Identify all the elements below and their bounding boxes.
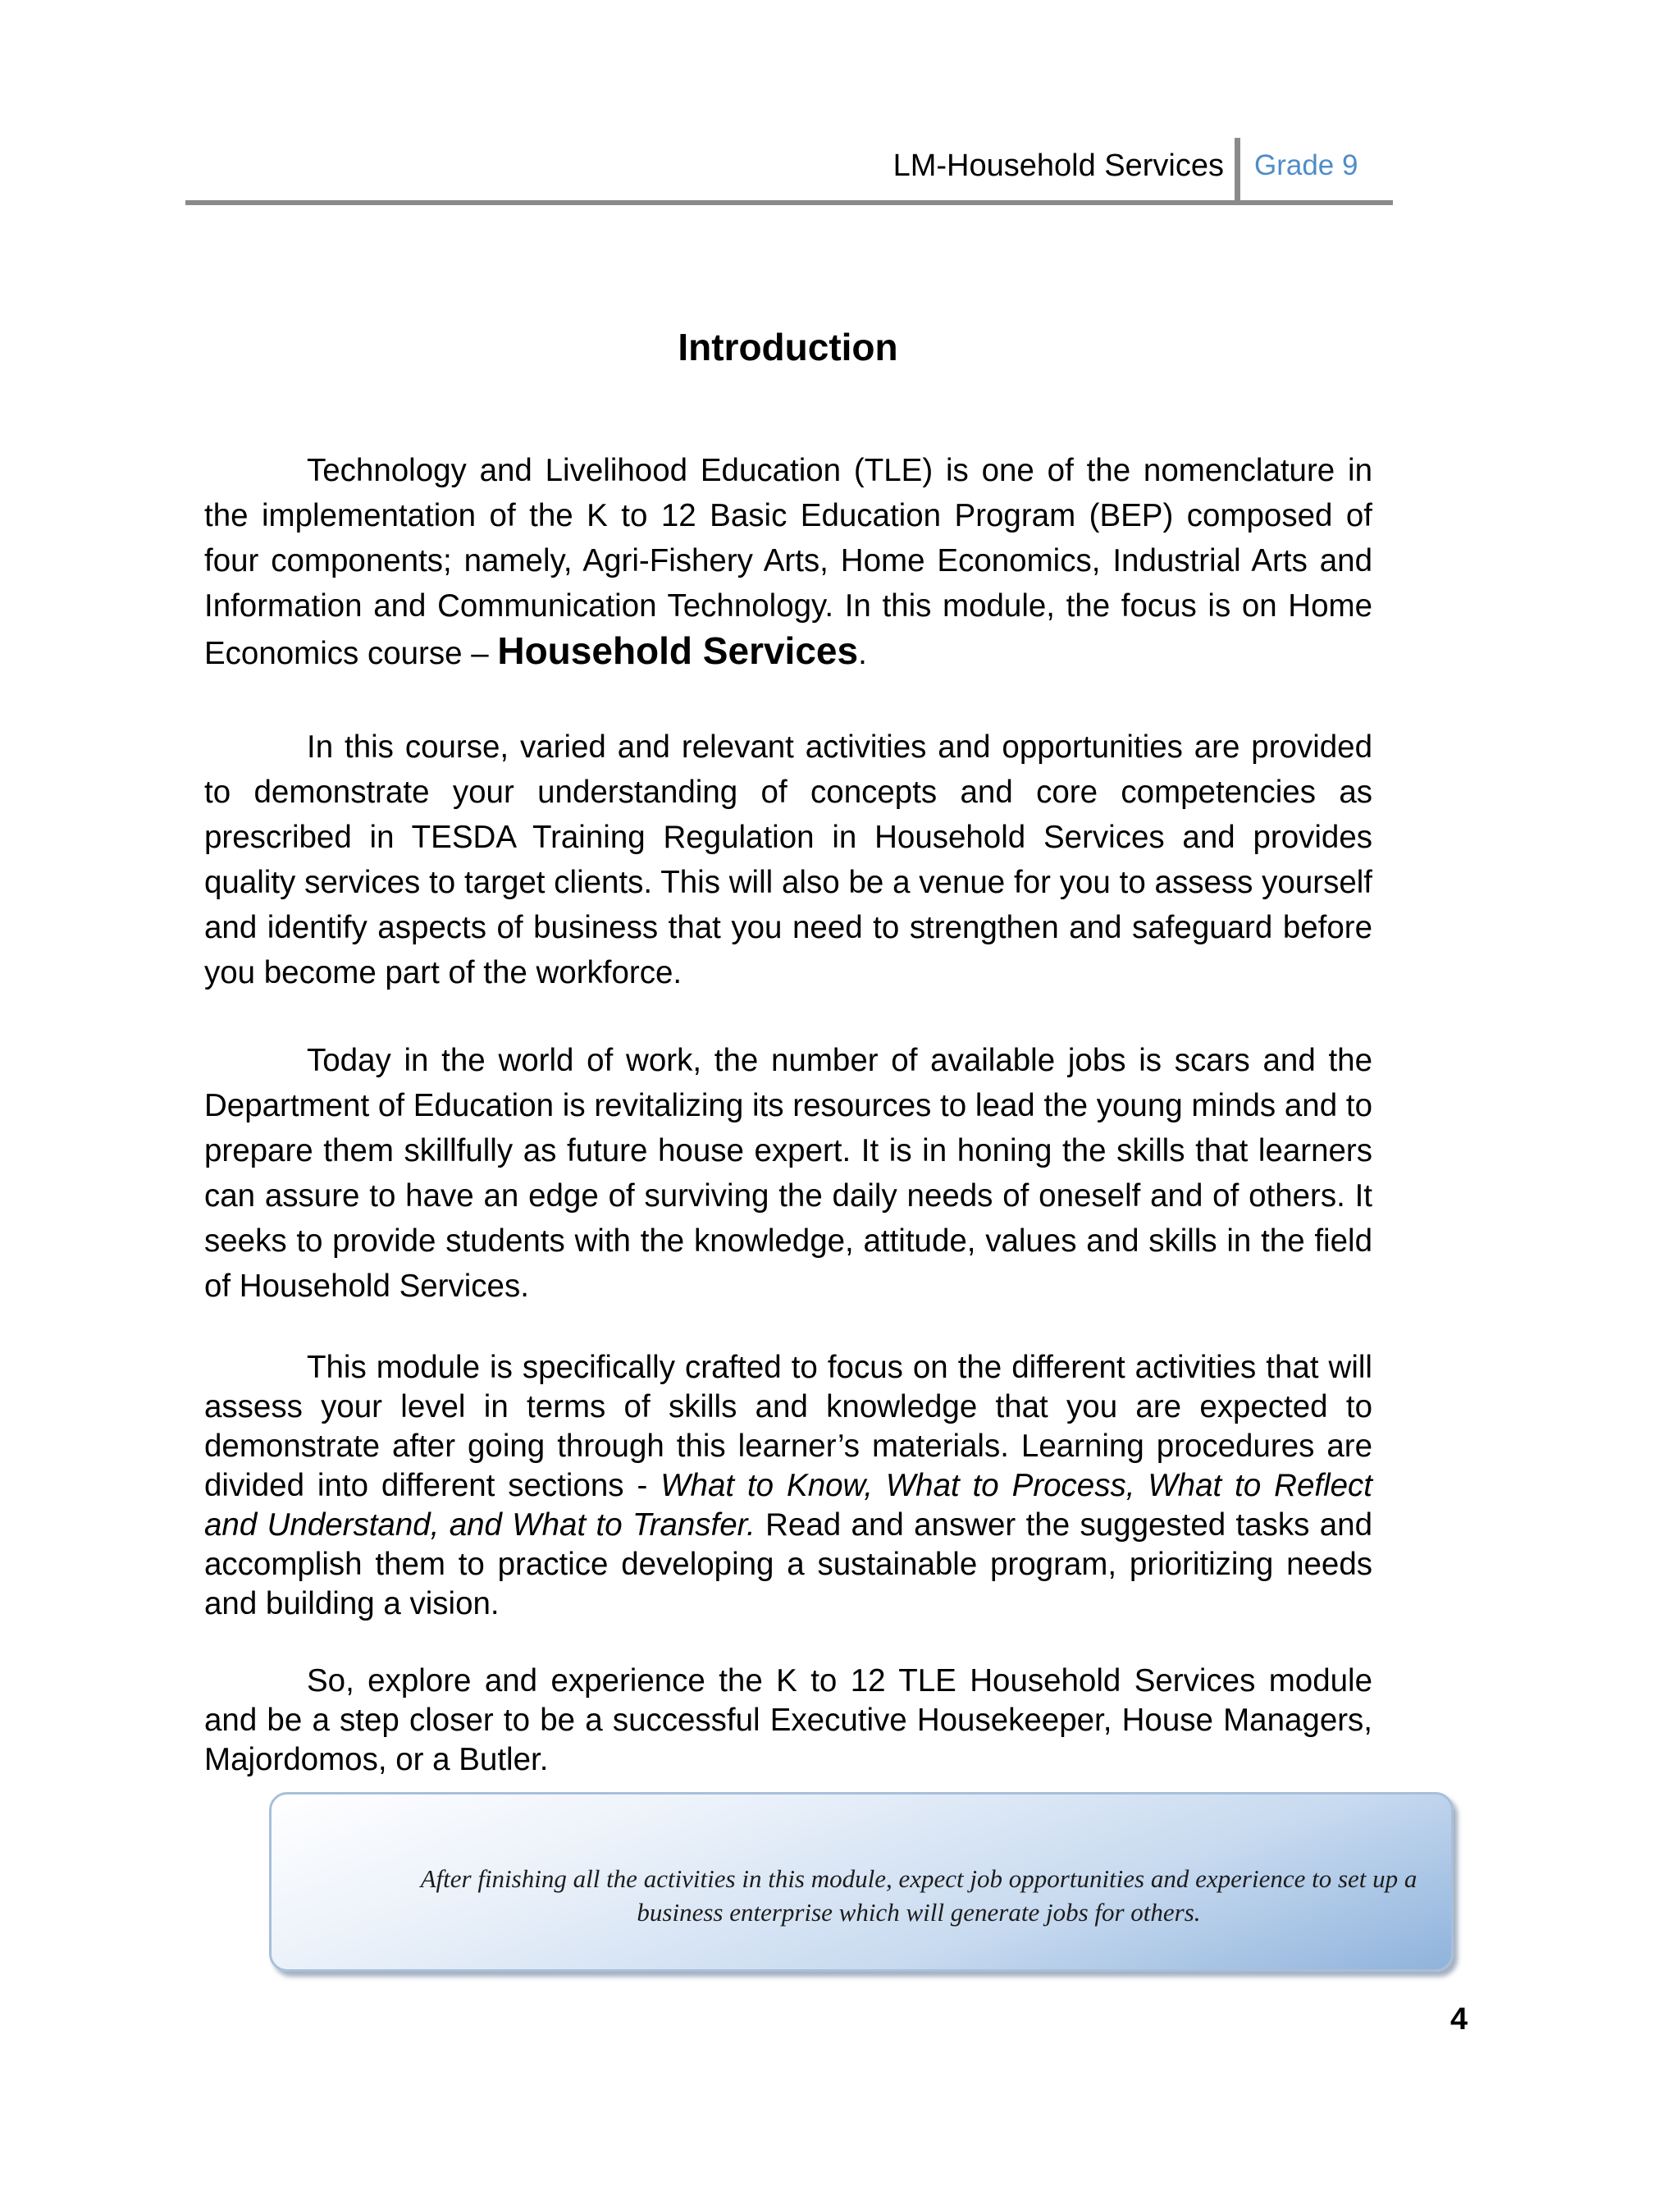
paragraph-5: So, explore and experience the K to 12 TLE Household Services module and be a step closer to be a successful Executive Housekeeper, House Managers, Majordomos, or a Butler. [204, 1663, 1372, 1777]
callout-text: After finishing all the activities in this module, expect job opportunities and experience to set up a business enterprise which will generate jobs for others. [420, 1864, 1418, 1927]
paragraph-2: In this course, varied and relevant activities and opportunities are provided to demonstrate your understanding of concepts and core competencies as prescribed in TESDA Training Regulation in Household Services and provides quality services to target clients. This will also be a venue for you to assess yourself and identify aspects of business that you need to strengthen and safeguard before you become part of the workforce. [204, 729, 1372, 990]
header-title: LM-Household Services [892, 149, 1224, 183]
page-header [185, 138, 1393, 205]
paragraph-1-text: Technology and Livelihood Education (TLE) is one of the nomenclature in the implementation of the K to 12 Basic Education Program (BEP) composed of four components; namely, Agri-Fishery Arts, Home Economics, Industrial Arts and Information and Communication Technology. In this module, the focus is on Home Economics course – [204, 453, 1372, 671]
paragraph-4-end: Read and answer the suggested tasks and accomplish them to practice developing a sustainable program, prioritizing needs and building a vision. [204, 1507, 1372, 1621]
paragraph-4-sections: What to Know, What to Process, What to Reflect and Understand, and What to Transfer. [204, 1468, 1372, 1543]
paragraph-1-emphasis: Household Services [497, 629, 859, 672]
page-title: Introduction [678, 326, 898, 368]
paragraph-4 [204, 1348, 1372, 1624]
header-divider [1235, 138, 1240, 205]
paragraph-3: Today in the world of work, the number of available jobs is scars and the Department of Education is revitalizing its resources to lead the young minds and to prepare them skillfully as future house expert. It is in honing the skills that learners can assure to have an edge of surviving the daily needs of oneself and of others. It seeks to provide students with the knowledge, attitude, values and skills in the field of Household Services. [204, 1043, 1372, 1304]
paragraph-1 [204, 448, 1372, 676]
header-rule [185, 200, 1393, 205]
paragraph-1-end: . [858, 636, 867, 671]
paragraph-4-start: This module is specifically crafted to focus on the different activities that will assess your level in terms of skills and knowledge that you are expected to demonstrate after going through this learner’s materials. Learning procedures are divided into different sections - [204, 1350, 1372, 1503]
page-number: 4 [1450, 2002, 1468, 2037]
header-grade: Grade 9 [1254, 149, 1358, 181]
callout-box [269, 1792, 1454, 1972]
